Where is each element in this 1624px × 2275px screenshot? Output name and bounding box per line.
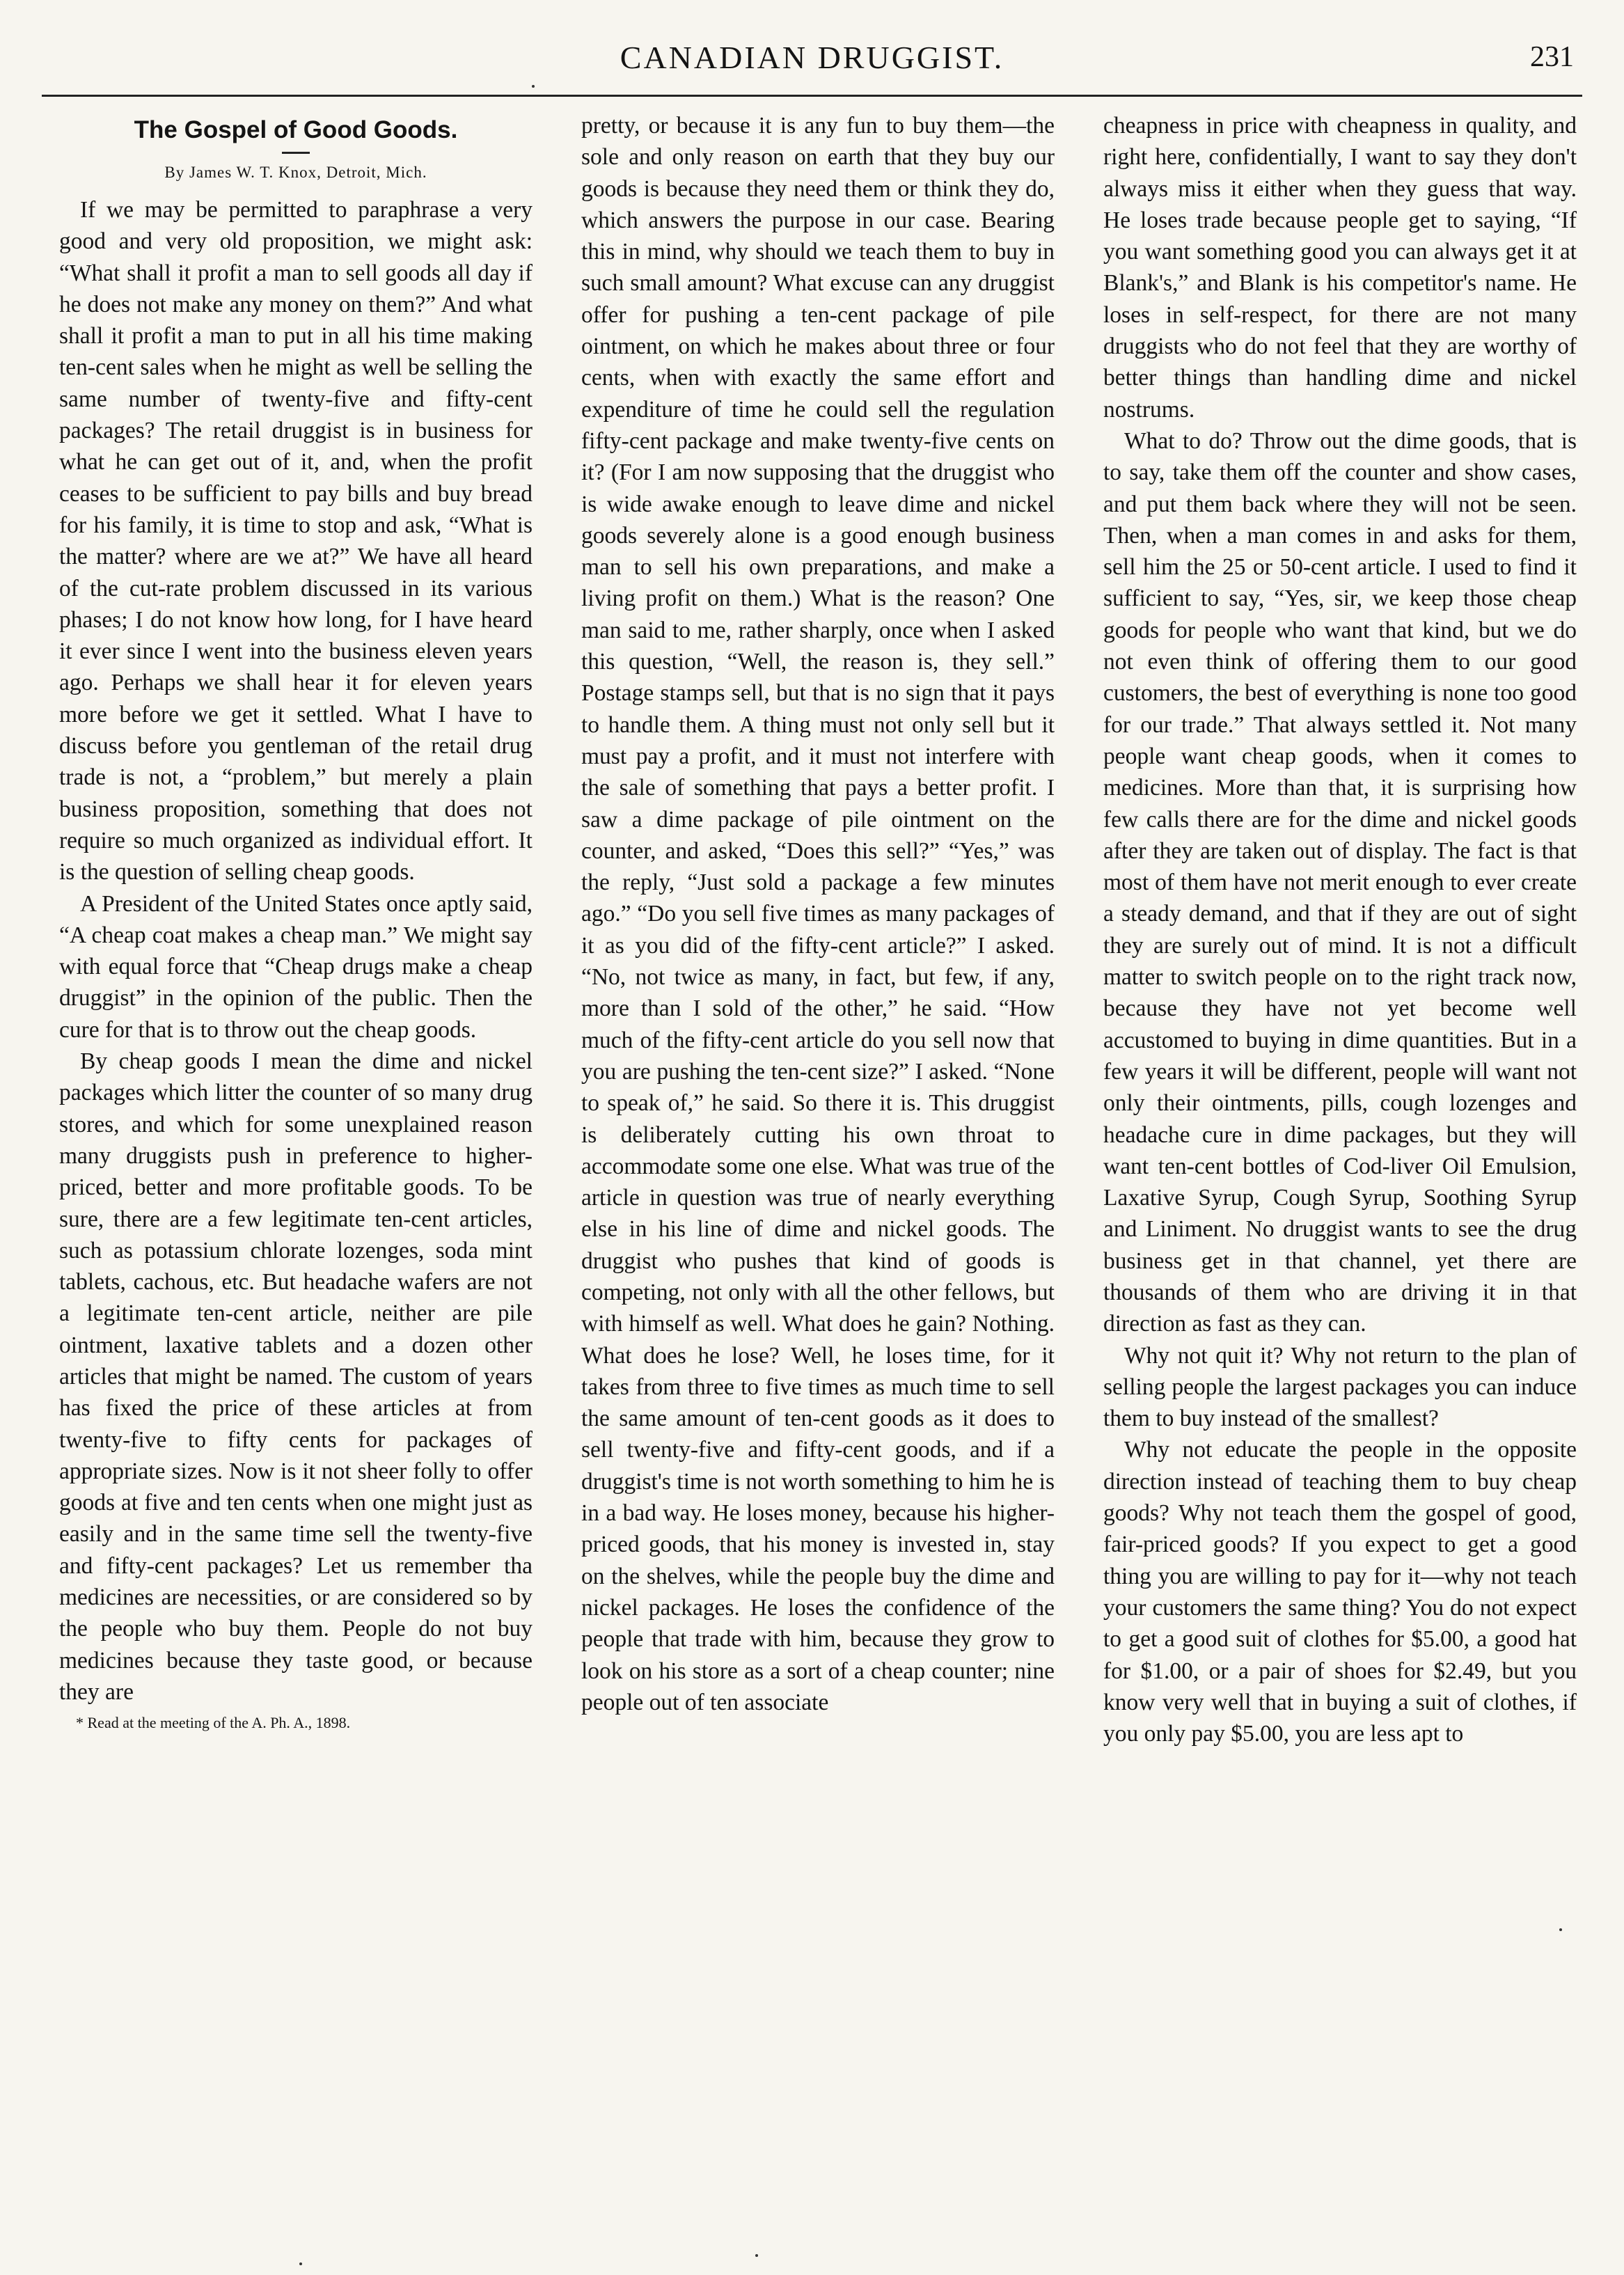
paragraph: What to do? Throw out the dime goods, that is to say, take them off the counter and show cases, and put them back where they will not be seen. Then, when a man comes in and asks for them, sell him the 25 or 50-cent article. I used to find it sufficient to say, “Yes, sir, we keep those cheap goods for people who want that kind, but we do not even think of offering them to our good customers, the best of everything is none too good for our trade.” That always settled it. Not many people want cheap goods, when it comes to medicines. More than that, it is surprising how few calls there are for the dime and nickel goods after they are taken out of display. The fact is that most of them have not merit enough to ever create a steady demand, and that if they are out of sight they are surely out of mind. It is not a difficult matter to switch people on to the right track now, because they have not yet become well accustomed to buying in dime quantities. But in a few years it will be different, people will want not only their ointments, pills, cough lozenges and headache cure in dime packages, but they will want ten-cent bottles of Cod-liver Oil Emulsion, Laxative Syrup, Cough Syrup, Soothing Syrup and Liniment. No druggist wants to see the drug business get in that channel, yet there are thousands of them who are driving it in that direction as fast as they can. xyxy=(1103,427,1577,1337)
paragraph: By cheap goods I mean the dime and nickel packages which litter the counter of so many drug stores, and which for some unexplained reason many druggists push in preference to higher-priced, better and more profitable goods. To be sure, there are a few legitimate ten-cent articles, such as potassium chlorate lozenges, soda mint tablets, cachous, etc. But headache wafers are not a legitimate ten-cent article, neither are pile ointment, laxative tablets and a dozen other articles that might be named. The custom of years has fixed the price of these articles at from twenty-five to fifty cents for packages of appropriate sizes. Now is it not sheer folly to offer goods at five and ten cents when one might just as easily and in the same time sell the twenty-five and fifty-cent packages? Let us remember tha medicines are necessities, or are considered so by the people who buy them. People do not buy medicines because they taste good, or because they are xyxy=(59,1048,533,1705)
print-speck xyxy=(1559,1928,1562,1931)
byline: By James W. T. Knox, Detroit, Mich. xyxy=(164,164,427,181)
paragraph: cheapness in price with cheapness in quality, and right here, confidentially, I want to say they don't always miss it either when they guess that way. He loses trade because people get to saying, “If you want something good you can always get it at Blank's,” and Blank is his competitor's name. He loses in self-respect, for there are not many druggists who do not feel that they are worthy of better things than handling dime and nickel nostrums. xyxy=(1103,113,1577,423)
column-3 xyxy=(1103,110,1577,2226)
paragraph: If we may be permitted to paraphrase a very good and very old proposition, we might ask: “What shall it profit a man to sell goods all day if he does not make any money on them?” And what shall it profit a man to put in all his time making ten-cent sales when he might as well be selling the same number of twenty-five and fifty-cent packages? The retail druggist is in business for what he can get out of it, and, when the profit ceases to be sufficient to pay bills and buy bread for his family, it is time to stop and ask, “What is the matter? where are we at?” We have all heard of the cut-rate problem discussed in its various phases; I do not know how long, for I have heard it ever since I went into the business eleven years ago. Perhaps we shall hear it for eleven years more before we get it settled. What I have to discuss before you gentleman of the retail drug trade is not, a “problem,” but merely a plain business proposition, something that does not require so much organized as individual effort. It is the question of selling cheap goods. xyxy=(59,197,533,885)
paragraph: Why not quit it? Why not return to the plan of selling people the largest packages you can induce them to buy instead of the smallest? xyxy=(1103,1342,1577,1432)
print-speck xyxy=(299,2262,302,2265)
running-title: CANADIAN DRUGGIST. xyxy=(620,40,1004,75)
page-header xyxy=(42,39,1582,95)
paragraph: pretty, or because it is any fun to buy them—the sole and only reason on earth that they buy our goods is because they need them or think they do, which answers the purpose in our case. Bearing this in mind, why should we teach them to buy in such small amount? What excuse can any druggist offer for pushing a ten-cent package of pile ointment, on which he makes about three or four cents, when with exactly the same effort and expenditure of time he could sell the regulation fifty-cent package and make twenty-five cents on it? (For I am now supposing that the druggist who is wide awake enough to leave dime and nickel goods severely alone is a good enough business man to sell his own preparations, and make a living profit on them.) What is the reason? One man said to me, rather sharply, once when I asked this question, “Well, the reason is, they sell.” Postage stamps sell, but that is no sign that it pays to handle them. A thing must not only sell but it must pay a profit, and it must not interfere with the sale of something that pays a better profit. I saw a dime package of pile ointment on the counter, and asked, “Does this sell?” “Yes,” was the reply, “Just sold a package a few minutes ago.” “Do you sell five times as many packages of it as you did of the fifty-cent article?” I asked. “No, not twice as many, in fact, but few, if any, more than I sold of the other,” he said. “How much of the fifty-cent article do you sell now that you are pushing the ten-cent size?” I asked. “None to speak of,” he said. So there it is. This druggist is deliberately cutting his own throat to accommodate some one else. What was true of the article in question was true of nearly everything else in his line of dime and nickel goods. The druggist who pushes that kind of goods is competing, not only with all the other fellows, but with himself as well. What does he gain? Nothing. What does he lose? Well, he loses time, for it takes from three to five times as much time to sell the same amount of ten-cent goods as it does to sell twenty-five and fifty-cent goods, and if a druggist's time is not worth something to him he is in a bad way. He loses money, because his higher-priced goods, that his money is invested in, stay on the shelves, while the people buy the dime and nickel packages. He loses the confidence of the people that trade with him, because they grow to look on his store as a sort of a cheap counter; nine people out of ten associate xyxy=(581,113,1055,1715)
page-number: 231 xyxy=(1530,41,1574,73)
paragraph: A President of the United States once aptly said, “A cheap coat makes a cheap man.” We might say with equal force that “Cheap drugs make a cheap druggist” in the opinion of the public. Then the cure for that is to throw out the cheap goods. xyxy=(59,890,533,1043)
column-2 xyxy=(581,110,1055,2226)
column-1 xyxy=(59,110,533,2226)
paragraph: Why not educate the people in the opposite direction instead of teaching them to buy cheap goods? Why not teach them the gospel of good, fair-priced goods? If you expect to get a good thing you are willing to pay for it—why not teach your customers the same thing? You do not expect to get a good suit of clothes for $5.00, a good hat for $1.00, or a pair of shoes for $2.49, but you know very well that in buying a suit of clothes, if you only pay $5.00, you are less apt to xyxy=(1103,1437,1577,1747)
article-body xyxy=(59,110,1577,2226)
title-divider xyxy=(282,152,310,154)
header-rule xyxy=(42,95,1582,97)
article-title: The Gospel of Good Goods. xyxy=(134,116,458,143)
print-speck xyxy=(532,85,535,88)
footnote: * Read at the meeting of the A. Ph. A., 1898. xyxy=(76,1714,351,1732)
print-speck xyxy=(755,2254,758,2257)
